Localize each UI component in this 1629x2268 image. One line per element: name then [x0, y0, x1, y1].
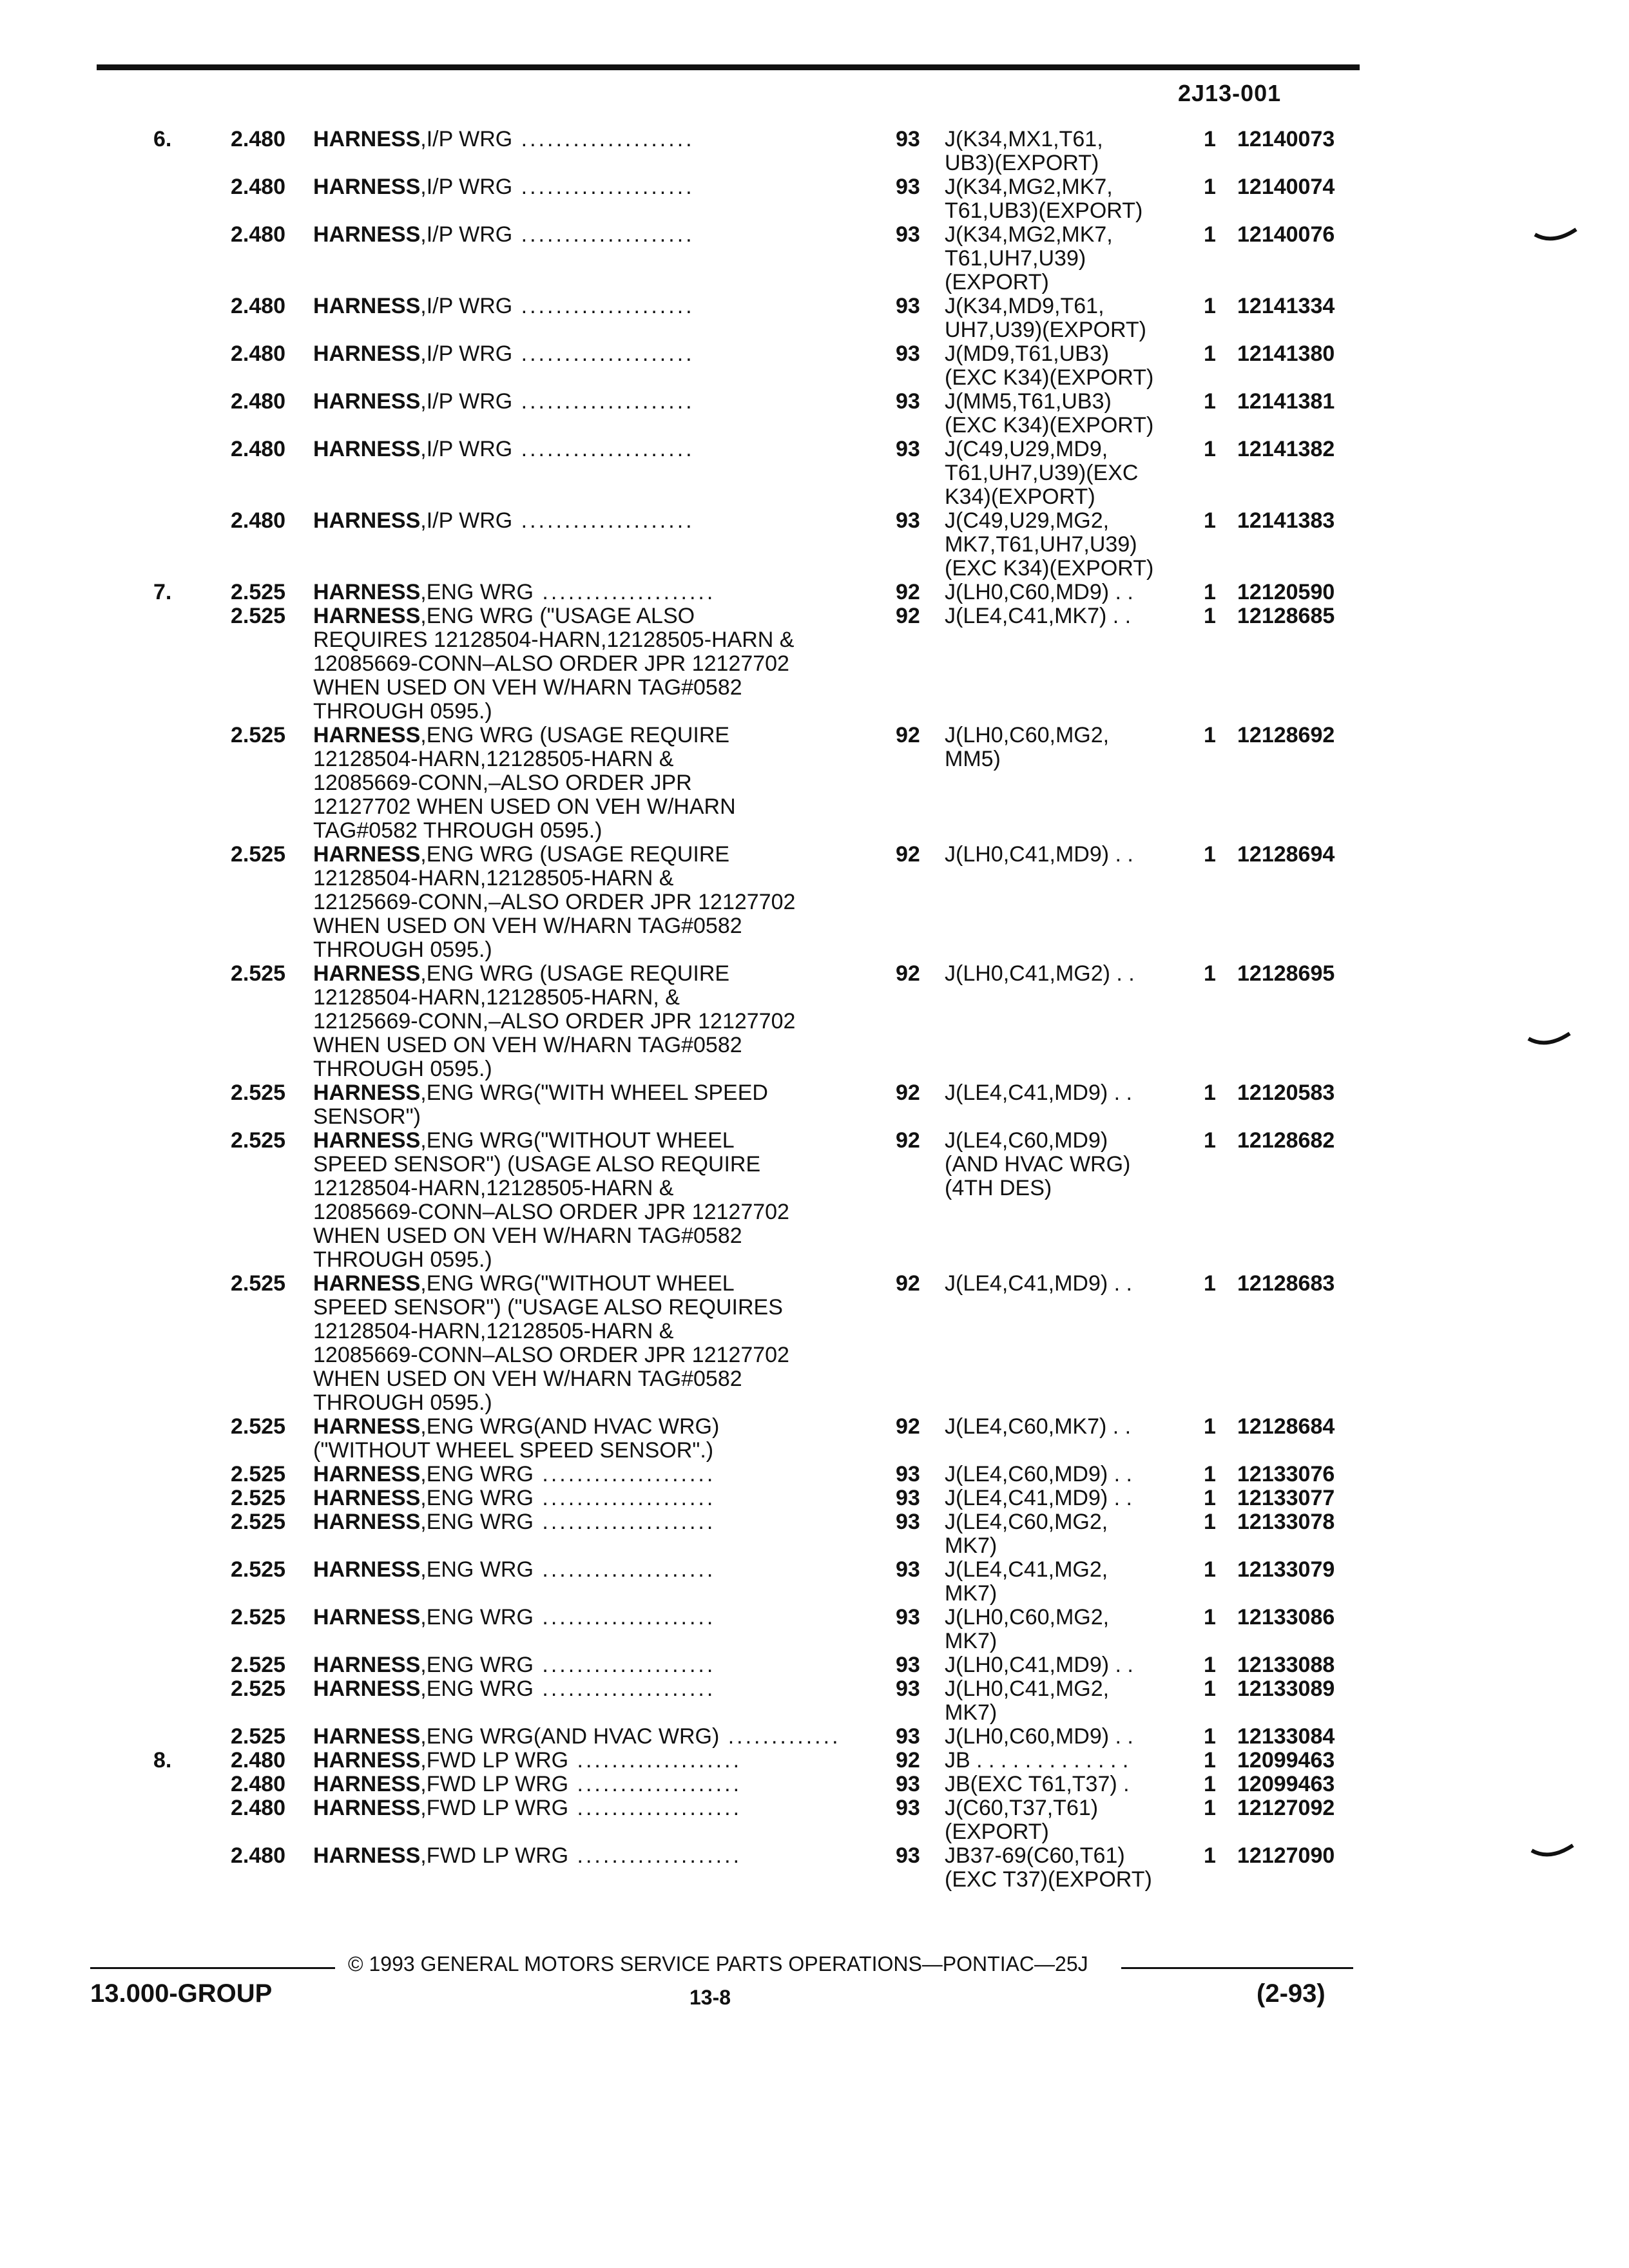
group-code: 2.525: [231, 723, 286, 747]
part-name: HARNESS: [313, 604, 421, 628]
parts-row: [0, 1558, 1629, 1606]
part-detail: ,ENG WRG("WITHOUT WHEEL SPEED SENSOR") (USAGE ALSO REQUIRE 12128504-HARN,12128505-HARN & 12085669-CONN–ALSO ORDER JPR 12127702 WHEN USED ON VEH W/HARN TAG#0582 THROUGH 0595.): [313, 1128, 789, 1272]
group-code: 2.480: [231, 1843, 286, 1868]
group-code: 2.525: [231, 1128, 286, 1153]
part-detail: ,I/P WRG: [420, 437, 513, 461]
usage-codes: J(LH0,C60,MG2, MM5): [945, 723, 1110, 771]
model-year: 93: [896, 508, 920, 533]
part-description: [313, 342, 880, 366]
model-year: 93: [896, 1462, 920, 1486]
part-detail: ,I/P WRG: [420, 175, 513, 199]
part-name: HARNESS: [313, 1605, 421, 1629]
part-name: HARNESS: [313, 961, 421, 986]
usage-codes: J(MD9,T61,UB3) (EXC K34)(EXPORT): [945, 341, 1154, 390]
part-name: HARNESS: [313, 1510, 421, 1534]
dot-leader: ....................: [533, 580, 716, 604]
part-detail: ,ENG WRG(AND HVAC WRG) ("WITHOUT WHEEL SPEED SENSOR".): [313, 1414, 720, 1463]
group-code: 2.480: [231, 175, 286, 199]
part-number: 12133077: [1237, 1486, 1335, 1510]
part-name: HARNESS: [313, 341, 421, 366]
usage-codes: J(LE4,C41,MK7) . .: [945, 604, 1132, 628]
model-year: 93: [896, 1843, 920, 1868]
quantity: 1: [1204, 1748, 1216, 1773]
dot-leader: ...................: [568, 1772, 742, 1796]
parts-list: [0, 128, 1629, 1892]
dot-leader: ....................: [512, 222, 695, 247]
part-description: [313, 1463, 880, 1486]
part-description: [313, 128, 880, 151]
part-detail: ,ENG WRG: [420, 1653, 534, 1677]
quantity: 1: [1204, 580, 1216, 604]
quantity: 1: [1204, 1414, 1216, 1439]
parts-row: [0, 294, 1629, 342]
part-number: 12120590: [1237, 580, 1335, 604]
quantity: 1: [1204, 1724, 1216, 1749]
part-detail: ,ENG WRG: [420, 1486, 534, 1510]
dot-leader: ....................: [533, 1605, 716, 1629]
parts-row: [0, 1796, 1629, 1844]
dot-leader: ....................: [533, 1677, 716, 1701]
parts-row: [0, 1844, 1629, 1892]
parts-row: [0, 390, 1629, 437]
part-detail: ,I/P WRG: [420, 508, 513, 533]
parts-row: [0, 843, 1629, 962]
part-detail: ,FWD LP WRG: [420, 1748, 569, 1773]
dot-leader: ....................: [533, 1486, 716, 1510]
part-description: [313, 175, 880, 199]
model-year: 93: [896, 1653, 920, 1677]
quantity: 1: [1204, 1796, 1216, 1820]
group-code: 2.525: [231, 1081, 286, 1105]
usage-codes: J(LE4,C60,MG2, MK7): [945, 1510, 1108, 1558]
footer-group: 13.000-GROUP: [90, 1979, 273, 2008]
parts-row: [0, 437, 1629, 509]
parts-row: [0, 1606, 1629, 1653]
part-name: HARNESS: [313, 1843, 421, 1868]
part-description: [313, 509, 880, 533]
parts-row: [0, 1725, 1629, 1749]
part-number: 12141382: [1237, 437, 1335, 461]
footer-date: (2-93): [1257, 1979, 1325, 2008]
part-name: HARNESS: [313, 175, 421, 199]
model-year: 93: [896, 175, 920, 199]
part-detail: ,ENG WRG: [420, 1557, 534, 1582]
part-detail: ,I/P WRG: [420, 127, 513, 151]
group-code: 2.525: [231, 580, 286, 604]
parts-row: [0, 962, 1629, 1081]
part-description: [313, 581, 880, 604]
quantity: 1: [1204, 294, 1216, 318]
part-description: [313, 1415, 880, 1463]
quantity: 1: [1204, 1462, 1216, 1486]
quantity: 1: [1204, 1128, 1216, 1153]
usage-codes: JB37-69(C60,T61) (EXC T37)(EXPORT): [945, 1843, 1152, 1892]
part-detail: ,ENG WRG (USAGE REQUIRE 12128504-HARN,12128505-HARN & 12125669-CONN,–ALSO ORDER JPR 12127702 WHEN USED ON VEH W/HARN TAG#0582 THROUGH 0595.): [313, 842, 796, 962]
footer-rule: [1121, 1967, 1353, 1969]
dot-leader: ....................: [512, 437, 695, 461]
model-year: 93: [896, 222, 920, 247]
quantity: 1: [1204, 842, 1216, 867]
parts-row: [0, 128, 1629, 175]
model-year: 93: [896, 294, 920, 318]
part-description: [313, 1796, 880, 1820]
part-description: [313, 294, 880, 318]
model-year: 93: [896, 1724, 920, 1749]
model-year: 92: [896, 1414, 920, 1439]
usage-codes: J(K34,MG2,MK7, T61,UH7,U39) (EXPORT): [945, 222, 1113, 294]
dot-leader: ....................: [512, 175, 695, 199]
part-description: [313, 1081, 880, 1129]
part-description: [313, 604, 880, 724]
part-number: 12141381: [1237, 389, 1335, 414]
parts-row: [0, 724, 1629, 843]
part-name: HARNESS: [313, 389, 421, 414]
model-year: 93: [896, 1486, 920, 1510]
dot-leader: ....................: [533, 1653, 716, 1677]
quantity: 1: [1204, 961, 1216, 986]
group-code: 2.480: [231, 127, 286, 151]
model-year: 92: [896, 604, 920, 628]
part-description: [313, 1272, 880, 1415]
part-description: [313, 1486, 880, 1510]
part-detail: ,ENG WRG (USAGE REQUIRE 12128504-HARN,12128505-HARN & 12085669-CONN,–ALSO ORDER JPR 12127702 WHEN USED ON VEH W/HARN TAG#0582 THROUGH 0595.): [313, 723, 736, 843]
usage-codes: J(C49,U29,MG2, MK7,T61,UH7,U39) (EXC K34)(EXPORT): [945, 508, 1154, 581]
group-code: 2.525: [231, 1724, 286, 1749]
usage-codes: J(K34,MD9,T61, UH7,U39)(EXPORT): [945, 294, 1146, 342]
usage-codes: J(LH0,C60,MG2, MK7): [945, 1605, 1110, 1653]
model-year: 92: [896, 961, 920, 986]
model-year: 93: [896, 1677, 920, 1701]
quantity: 1: [1204, 175, 1216, 199]
quantity: 1: [1204, 389, 1216, 414]
quantity: 1: [1204, 1605, 1216, 1629]
dot-leader: ....................: [533, 1462, 716, 1486]
parts-row: [0, 223, 1629, 294]
model-year: 93: [896, 437, 920, 461]
part-number: 12140076: [1237, 222, 1335, 247]
part-name: HARNESS: [313, 1128, 421, 1153]
part-detail: ,ENG WRG("WITHOUT WHEEL SPEED SENSOR") ("USAGE ALSO REQUIRES 12128504-HARN,12128505-HARN & 12085669-CONN–ALSO ORDER JPR 12127702 WHEN USED ON VEH W/HARN TAG#0582 THROUGH 0595.): [313, 1271, 789, 1415]
part-description: [313, 724, 880, 843]
part-name: HARNESS: [313, 508, 421, 533]
model-year: 93: [896, 389, 920, 414]
group-code: 2.525: [231, 1510, 286, 1534]
check-mark-icon: [1534, 227, 1579, 246]
usage-codes: JB . . . . . . . . . . . . .: [945, 1748, 1129, 1773]
usage-codes: J(LH0,C41,MG2) . .: [945, 961, 1135, 986]
group-code: 2.480: [231, 437, 286, 461]
usage-codes: J(LE4,C60,MD9) . .: [945, 1462, 1132, 1486]
part-name: HARNESS: [313, 1081, 421, 1105]
part-number: 12127092: [1237, 1796, 1335, 1820]
usage-codes: J(LH0,C60,MD9) . .: [945, 1724, 1133, 1749]
dot-leader: ....................: [533, 1510, 716, 1534]
part-name: HARNESS: [313, 1271, 421, 1296]
part-number: 12133084: [1237, 1724, 1335, 1749]
part-description: [313, 223, 880, 247]
part-detail: ,FWD LP WRG: [420, 1772, 569, 1796]
part-detail: ,I/P WRG: [420, 341, 513, 366]
part-detail: ,ENG WRG: [420, 1605, 534, 1629]
dot-leader: .............: [719, 1724, 841, 1749]
usage-codes: J(LE4,C41,MD9) . .: [945, 1081, 1132, 1105]
part-detail: ,FWD LP WRG: [420, 1843, 569, 1868]
part-description: [313, 1558, 880, 1582]
usage-codes: J(C49,U29,MD9, T61,UH7,U39)(EXC K34)(EXPORT): [945, 437, 1139, 509]
dot-leader: ...................: [568, 1796, 742, 1820]
model-year: 92: [896, 1128, 920, 1153]
part-detail: ,ENG WRG ("USAGE ALSO REQUIRES 12128504-HARN,12128505-HARN & 12085669-CONN–ALSO ORDER JPR 12127702 WHEN USED ON VEH W/HARN TAG#0582 THROUGH 0595.): [313, 604, 795, 724]
part-number: 12128694: [1237, 842, 1335, 867]
model-year: 92: [896, 1271, 920, 1296]
parts-row: [0, 1415, 1629, 1463]
parts-row: [0, 1081, 1629, 1129]
figure-number: 7.: [153, 580, 172, 604]
usage-codes: J(K34,MX1,T61, UB3)(EXPORT): [945, 127, 1103, 175]
model-year: 92: [896, 580, 920, 604]
part-number: 12128685: [1237, 604, 1335, 628]
model-year: 93: [896, 1772, 920, 1796]
part-description: [313, 1749, 880, 1773]
part-number: 12128682: [1237, 1128, 1335, 1153]
dot-leader: ....................: [512, 127, 695, 151]
parts-row: [0, 1463, 1629, 1486]
quantity: 1: [1204, 1271, 1216, 1296]
model-year: 93: [896, 1557, 920, 1582]
usage-codes: J(LH0,C41,MG2, MK7): [945, 1677, 1110, 1725]
figure-number: 8.: [153, 1748, 172, 1773]
quantity: 1: [1204, 1843, 1216, 1868]
model-year: 92: [896, 723, 920, 747]
group-code: 2.525: [231, 1271, 286, 1296]
dot-leader: ....................: [512, 341, 695, 366]
part-name: HARNESS: [313, 127, 421, 151]
quantity: 1: [1204, 437, 1216, 461]
model-year: 93: [896, 1510, 920, 1534]
part-name: HARNESS: [313, 1772, 421, 1796]
usage-codes: J(MM5,T61,UB3) (EXC K34)(EXPORT): [945, 389, 1154, 437]
footer-copyright: © 1993 GENERAL MOTORS SERVICE PARTS OPERATIONS—PONTIAC—25J: [348, 1952, 1088, 1975]
part-number: 12128683: [1237, 1271, 1335, 1296]
part-name: HARNESS: [313, 580, 421, 604]
group-code: 2.525: [231, 1557, 286, 1582]
model-year: 93: [896, 341, 920, 366]
model-year: 93: [896, 127, 920, 151]
part-detail: ,ENG WRG (USAGE REQUIRE 12128504-HARN,12128505-HARN, & 12125669-CONN,–ALSO ORDER JPR 12127702 WHEN USED ON VEH W/HARN TAG#0582 THROUGH 0595.): [313, 961, 796, 1081]
part-description: [313, 1773, 880, 1796]
quantity: 1: [1204, 1677, 1216, 1701]
parts-row: [0, 509, 1629, 581]
group-code: 2.525: [231, 1462, 286, 1486]
part-number: 12133079: [1237, 1557, 1335, 1582]
part-detail: ,I/P WRG: [420, 294, 513, 318]
part-detail: ,ENG WRG("WITH WHEEL SPEED SENSOR"): [313, 1081, 768, 1129]
part-detail: ,ENG WRG: [420, 1510, 534, 1534]
part-name: HARNESS: [313, 294, 421, 318]
part-detail: ,ENG WRG(AND HVAC WRG): [420, 1724, 720, 1749]
part-number: 12133086: [1237, 1605, 1335, 1629]
part-description: [313, 1725, 880, 1749]
dot-leader: ....................: [533, 1557, 716, 1582]
dot-leader: ....................: [512, 294, 695, 318]
part-number: 12099463: [1237, 1748, 1335, 1773]
dot-leader: ....................: [512, 389, 695, 414]
parts-row: [0, 581, 1629, 604]
quantity: 1: [1204, 604, 1216, 628]
part-description: [313, 1677, 880, 1701]
usage-codes: J(LH0,C60,MD9) . .: [945, 580, 1133, 604]
parts-row: [0, 604, 1629, 724]
usage-codes: J(LH0,C41,MD9) . .: [945, 842, 1133, 867]
part-number: 12141380: [1237, 341, 1335, 366]
part-name: HARNESS: [313, 1677, 421, 1701]
footer-rule: [90, 1967, 335, 1969]
parts-row: [0, 1486, 1629, 1510]
group-code: 2.480: [231, 1796, 286, 1820]
part-number: 12133089: [1237, 1677, 1335, 1701]
quantity: 1: [1204, 508, 1216, 533]
part-description: [313, 1606, 880, 1629]
part-name: HARNESS: [313, 1796, 421, 1820]
part-name: HARNESS: [313, 1414, 421, 1439]
usage-codes: J(LE4,C41,MD9) . .: [945, 1486, 1132, 1510]
group-code: 2.525: [231, 1653, 286, 1677]
part-number: 12127090: [1237, 1843, 1335, 1868]
parts-row: [0, 1653, 1629, 1677]
quantity: 1: [1204, 127, 1216, 151]
part-detail: ,FWD LP WRG: [420, 1796, 569, 1820]
part-detail: ,I/P WRG: [420, 222, 513, 247]
group-code: 2.525: [231, 604, 286, 628]
dot-leader: ...................: [568, 1748, 742, 1773]
model-year: 93: [896, 1605, 920, 1629]
part-name: HARNESS: [313, 1486, 421, 1510]
group-code: 2.480: [231, 389, 286, 414]
model-year: 92: [896, 842, 920, 867]
part-name: HARNESS: [313, 437, 421, 461]
parts-row: [0, 1510, 1629, 1558]
quantity: 1: [1204, 222, 1216, 247]
dot-leader: ....................: [512, 508, 695, 533]
group-code: 2.525: [231, 1677, 286, 1701]
part-detail: ,ENG WRG: [420, 580, 534, 604]
page-code: 2J13-001: [1178, 80, 1282, 106]
part-number: 12120583: [1237, 1081, 1335, 1105]
part-detail: ,ENG WRG: [420, 1462, 534, 1486]
part-number: 12099463: [1237, 1772, 1335, 1796]
parts-row: [0, 342, 1629, 390]
parts-row: [0, 1773, 1629, 1796]
part-name: HARNESS: [313, 1557, 421, 1582]
footer-page-number: 13-8: [689, 1986, 731, 2009]
part-name: HARNESS: [313, 1748, 421, 1773]
part-number: 12133088: [1237, 1653, 1335, 1677]
quantity: 1: [1204, 1510, 1216, 1534]
part-number: 12128692: [1237, 723, 1335, 747]
part-name: HARNESS: [313, 1653, 421, 1677]
part-description: [313, 437, 880, 461]
group-code: 2.525: [231, 842, 286, 867]
check-mark-icon: [1530, 1843, 1576, 1862]
group-code: 2.525: [231, 1414, 286, 1439]
group-code: 2.480: [231, 1772, 286, 1796]
quantity: 1: [1204, 1486, 1216, 1510]
usage-codes: J(LE4,C41,MG2, MK7): [945, 1557, 1108, 1606]
quantity: 1: [1204, 1772, 1216, 1796]
part-name: HARNESS: [313, 222, 421, 247]
part-description: [313, 1129, 880, 1272]
usage-codes: J(C60,T37,T61) (EXPORT): [945, 1796, 1099, 1844]
parts-row: [0, 1677, 1629, 1725]
group-code: 2.480: [231, 1748, 286, 1773]
model-year: 93: [896, 1796, 920, 1820]
part-name: HARNESS: [313, 1724, 421, 1749]
model-year: 92: [896, 1748, 920, 1773]
model-year: 92: [896, 1081, 920, 1105]
part-number: 12140074: [1237, 175, 1335, 199]
usage-codes: J(LE4,C41,MD9) . .: [945, 1271, 1132, 1296]
part-name: HARNESS: [313, 842, 421, 867]
parts-row: [0, 175, 1629, 223]
part-description: [313, 1844, 880, 1868]
part-detail: ,I/P WRG: [420, 389, 513, 414]
parts-row: [0, 1272, 1629, 1415]
part-number: 12128695: [1237, 961, 1335, 986]
part-name: HARNESS: [313, 1462, 421, 1486]
group-code: 2.480: [231, 294, 286, 318]
top-rule: [97, 64, 1360, 70]
quantity: 1: [1204, 1557, 1216, 1582]
part-number: 12141334: [1237, 294, 1335, 318]
parts-row: [0, 1749, 1629, 1773]
part-number: 12140073: [1237, 127, 1335, 151]
check-mark-icon: [1527, 1031, 1572, 1050]
part-description: [313, 1510, 880, 1534]
usage-codes: J(LE4,C60,MD9) (AND HVAC WRG) (4TH DES): [945, 1128, 1131, 1200]
group-code: 2.525: [231, 961, 286, 986]
dot-leader: ...................: [568, 1843, 742, 1868]
part-number: 12133076: [1237, 1462, 1335, 1486]
quantity: 1: [1204, 723, 1216, 747]
group-code: 2.480: [231, 341, 286, 366]
part-description: [313, 962, 880, 1081]
usage-codes: J(K34,MG2,MK7, T61,UB3)(EXPORT): [945, 175, 1143, 223]
group-code: 2.525: [231, 1486, 286, 1510]
part-number: 12128684: [1237, 1414, 1335, 1439]
usage-codes: JB(EXC T61,T37) .: [945, 1772, 1130, 1796]
quantity: 1: [1204, 341, 1216, 366]
figure-number: 6.: [153, 127, 172, 151]
part-number: 12141383: [1237, 508, 1335, 533]
group-code: 2.480: [231, 508, 286, 533]
part-number: 12133078: [1237, 1510, 1335, 1534]
part-name: HARNESS: [313, 723, 421, 747]
group-code: 2.525: [231, 1605, 286, 1629]
group-code: 2.480: [231, 222, 286, 247]
parts-row: [0, 1129, 1629, 1272]
part-description: [313, 390, 880, 414]
usage-codes: J(LH0,C41,MD9) . .: [945, 1653, 1133, 1677]
quantity: 1: [1204, 1653, 1216, 1677]
part-detail: ,ENG WRG: [420, 1677, 534, 1701]
quantity: 1: [1204, 1081, 1216, 1105]
part-description: [313, 843, 880, 962]
usage-codes: J(LE4,C60,MK7) . .: [945, 1414, 1132, 1439]
part-description: [313, 1653, 880, 1677]
